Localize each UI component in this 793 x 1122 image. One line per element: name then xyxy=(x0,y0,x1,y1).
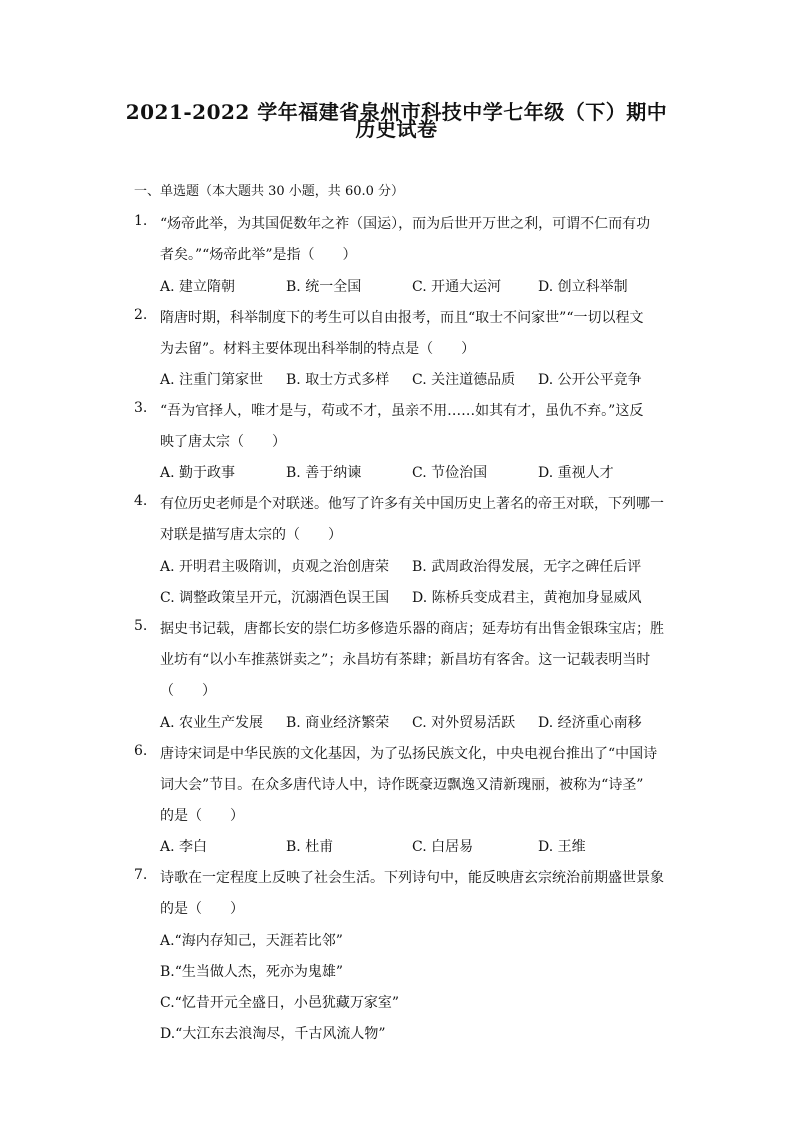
option-c: C. 节俭治国 xyxy=(412,465,488,481)
option-d: D. 创立科举制 xyxy=(538,279,628,295)
question-text: 的是（ ） xyxy=(160,901,244,917)
question-text: 隋唐时期，科举制度下的考生可以自由报考，而且“取士不问家世”“一切以程文 xyxy=(160,310,644,326)
document-title-line2: 历史试卷 xyxy=(355,117,438,141)
question-number: 1. xyxy=(134,213,148,229)
option-a: A. 勤于政事 xyxy=(160,465,236,481)
option-a: A.“海内存知己，天涯若比邻” xyxy=(160,933,343,949)
question-text: 为去留”。材料主要体现出科举制的特点是（ ） xyxy=(160,341,476,357)
option-c: C. 调整政策呈开元，沉溺酒色误王国 xyxy=(160,590,390,606)
question-text: 有位历史老师是个对联迷。他写了许多有关中国历史上著名的帝王对联，下列哪一 xyxy=(160,496,664,512)
question-text: 唐诗宋词是中华民族的文化基因，为了弘扬民族文化，中央电视台推出了“中国诗 xyxy=(160,746,658,762)
document-title-line1: 2021-2022 学年福建省泉州市科技中学七年级（下）期中 xyxy=(125,100,668,124)
question-text: “炀帝此举，为其国促数年之祚（国运），而为后世开万世之利，可谓不仁而有功 xyxy=(160,216,651,232)
question-text: 对联是描写唐太宗的（ ） xyxy=(160,527,342,543)
question-text: 的是（ ） xyxy=(160,808,244,824)
question-number: 4. xyxy=(134,493,148,509)
question-text: 词大会”节目。在众多唐代诗人中，诗作既豪迈飘逸又清新瑰丽，被称为“诗圣” xyxy=(160,777,644,793)
option-b: B. 统一全国 xyxy=(286,279,362,295)
option-a: A. 注重门第家世 xyxy=(160,372,264,388)
option-c: C.“忆昔开元全盛日，小邑犹藏万家室” xyxy=(160,995,399,1011)
option-b: B. 取士方式多样 xyxy=(286,372,390,388)
option-d: D. 公开公平竞争 xyxy=(538,372,642,388)
section-heading: 一、单选题（本大题共 30 小题，共 60.0 分） xyxy=(134,184,405,199)
option-b: B. 商业经济繁荣 xyxy=(286,715,390,731)
option-c: C. 开通大运河 xyxy=(412,279,502,295)
option-a: A. 李白 xyxy=(160,839,208,855)
question-number: 6. xyxy=(134,743,148,759)
question-number: 7. xyxy=(134,867,148,883)
option-d: D. 王维 xyxy=(538,839,586,855)
question-text: 映了唐太宗（ ） xyxy=(160,434,286,450)
option-b: B. 杜甫 xyxy=(286,839,334,855)
option-a: A. 建立隋朝 xyxy=(160,279,236,295)
question-text: “吾为官择人，唯才是与，苟或不才，虽亲不用……如其有才，虽仇不弃。”这反 xyxy=(160,403,644,419)
question-text: 诗歌在一定程度上反映了社会生活。下列诗句中，能反映唐玄宗统治前期盛世景象 xyxy=(160,870,664,886)
option-c: C. 对外贸易活跃 xyxy=(412,715,516,731)
option-c: C. 关注道德品质 xyxy=(412,372,516,388)
option-d: D. 经济重心南移 xyxy=(538,715,642,731)
option-a: A. 开明君主吸隋训，贞观之治创唐荣 xyxy=(160,559,390,575)
question-text: 者矣。”“炀帝此举”是指（ ） xyxy=(160,247,357,263)
option-d: D. 陈桥兵变成君主，黄袍加身显威风 xyxy=(412,590,642,606)
option-b: B.“生当做人杰，死亦为鬼雄” xyxy=(160,964,344,980)
option-d: D. 重视人才 xyxy=(538,465,614,481)
option-a: A. 农业生产发展 xyxy=(160,715,264,731)
question-number: 5. xyxy=(134,618,148,634)
option-b: B. 善于纳谏 xyxy=(286,465,362,481)
question-text: 据史书记载，唐都长安的崇仁坊多修造乐器的商店；延寿坊有出售金银珠宝店；胜 xyxy=(160,621,664,637)
option-d: D.“大江东去浪淘尽，千古风流人物” xyxy=(160,1026,386,1042)
question-number: 3. xyxy=(134,400,148,416)
option-c: C. 白居易 xyxy=(412,839,474,855)
question-text: （ ） xyxy=(160,683,216,699)
option-b: B. 武周政治得发展，无字之碑任后评 xyxy=(412,559,642,575)
question-number: 2. xyxy=(134,307,148,323)
question-text: 业坊有“以小车推蒸饼卖之”；永昌坊有茶肆；新昌坊有客舍。这一记载表明当时 xyxy=(160,652,651,668)
